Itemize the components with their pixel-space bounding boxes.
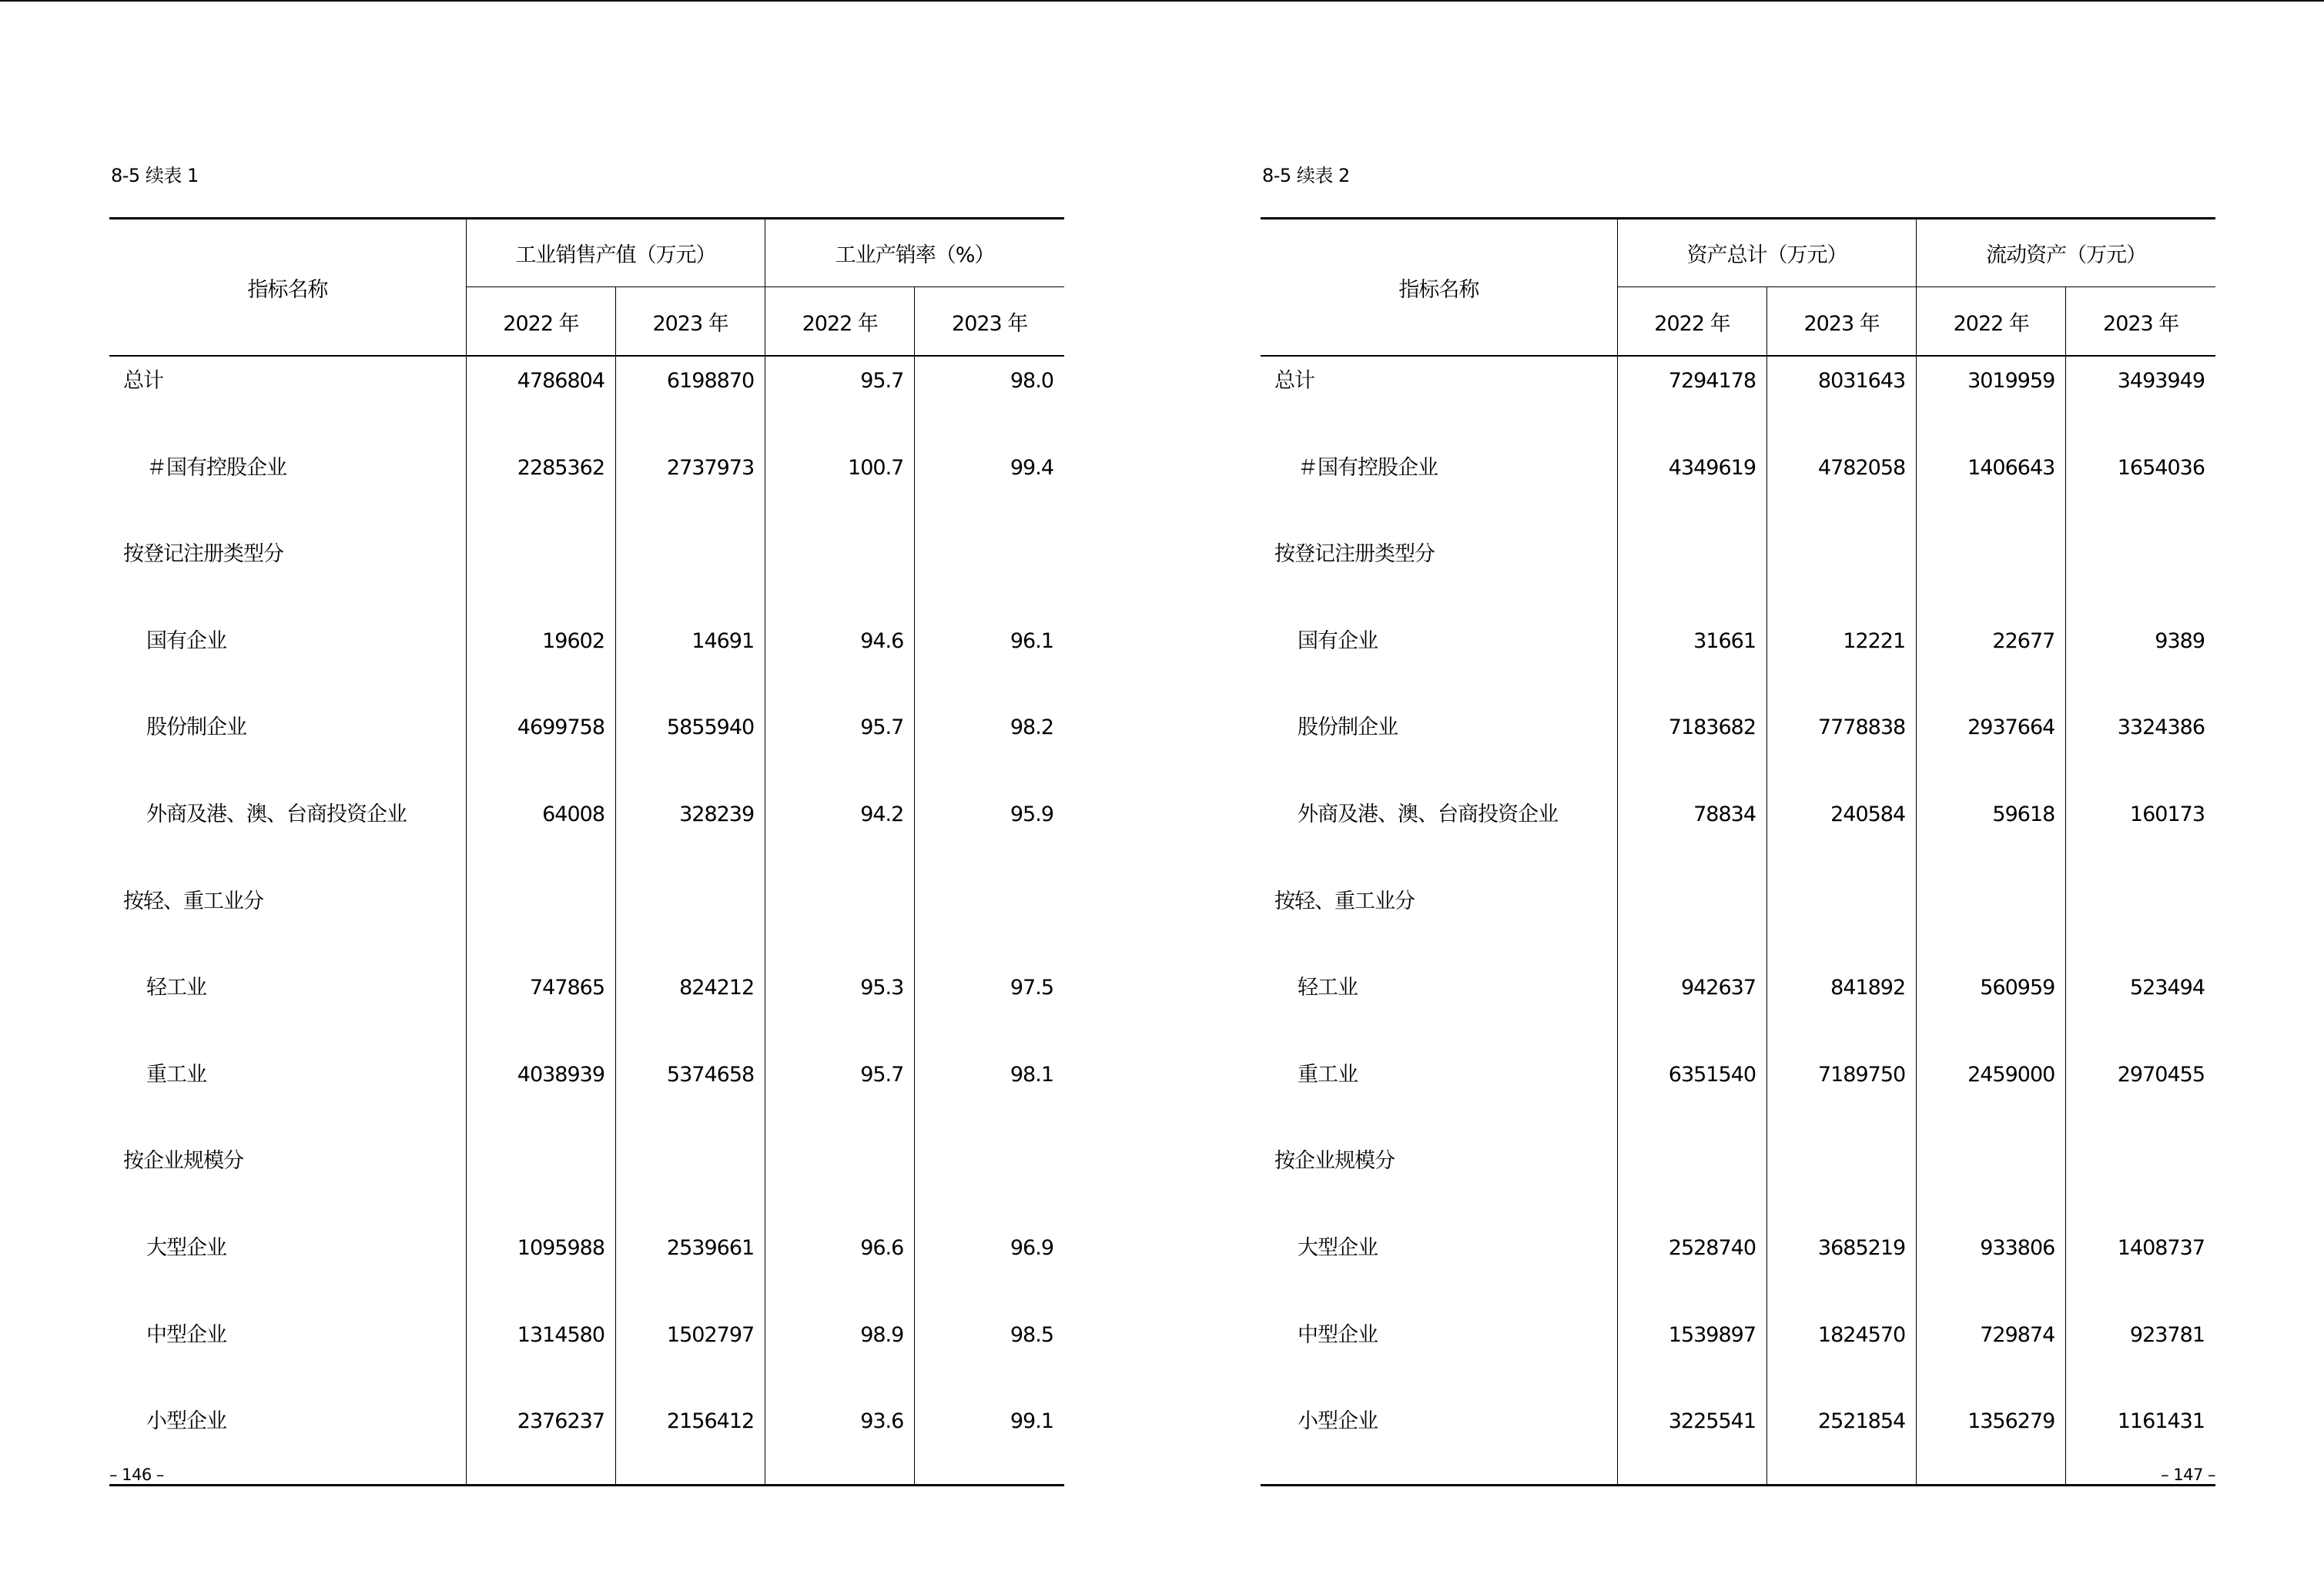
row-label: 小型企业 bbox=[1261, 1397, 1617, 1485]
data-cell: 1654036 bbox=[2066, 444, 2215, 531]
data-cell: 4349619 bbox=[1617, 444, 1766, 531]
row-label: 大型企业 bbox=[1298, 1235, 1378, 1260]
row-label: 大型企业 bbox=[146, 1235, 226, 1260]
data-cell: 9389 bbox=[2066, 617, 2215, 704]
row-label: 总计 bbox=[1274, 369, 1314, 393]
data-cell: 1539897 bbox=[1617, 1311, 1766, 1398]
data-cell: 3225541 bbox=[1617, 1397, 1766, 1485]
year-header: 2023 年 bbox=[616, 287, 765, 357]
row-label: 按企业规模分 bbox=[1274, 1149, 1395, 1174]
data-cell: 95.7 bbox=[765, 1050, 915, 1137]
data-cell: 1161431 bbox=[2066, 1397, 2215, 1485]
data-cell: 7189750 bbox=[1767, 1050, 1917, 1137]
data-cell: 4782058 bbox=[1767, 444, 1917, 531]
data-cell bbox=[1917, 530, 2066, 617]
data-cell: 93.6 bbox=[765, 1397, 915, 1485]
data-cell: 2459000 bbox=[1917, 1050, 2066, 1137]
data-cell: 95.3 bbox=[765, 963, 915, 1050]
statistics-table bbox=[109, 217, 1064, 1486]
data-cell bbox=[616, 530, 765, 617]
row-label: ＃国有控股企业 bbox=[146, 455, 286, 480]
table-row bbox=[1261, 444, 2215, 531]
table-row bbox=[1261, 1311, 2215, 1398]
group-header: 工业产销率（%） bbox=[765, 219, 1064, 287]
table-row bbox=[109, 790, 1064, 877]
data-cell: 22677 bbox=[1917, 617, 2066, 704]
data-cell: 2285362 bbox=[466, 444, 615, 531]
data-cell: 841892 bbox=[1767, 963, 1917, 1050]
data-cell: 96.1 bbox=[915, 617, 1064, 704]
year-header: 2023 年 bbox=[2066, 287, 2215, 357]
data-cell bbox=[1917, 1137, 2066, 1224]
table-row bbox=[109, 1224, 1064, 1311]
row-label: ＃国有控股企业 bbox=[1298, 455, 1438, 480]
indicator-name-header: 指标名称 bbox=[109, 219, 466, 357]
data-cell: 942637 bbox=[1617, 963, 1766, 1050]
row-label: 按轻、重工业分 bbox=[123, 889, 263, 913]
row-label: 轻工业 bbox=[146, 976, 206, 1000]
data-cell bbox=[765, 530, 915, 617]
data-cell: 933806 bbox=[1917, 1224, 2066, 1311]
year-header: 2023 年 bbox=[915, 287, 1064, 357]
data-cell: 95.9 bbox=[915, 790, 1064, 877]
row-label: 中型企业 bbox=[146, 1322, 226, 1347]
data-cell: 1095988 bbox=[466, 1224, 615, 1311]
data-cell: 97.5 bbox=[915, 963, 1064, 1050]
page-number: – 146 – bbox=[109, 1466, 164, 1484]
data-cell: 1406643 bbox=[1917, 444, 2066, 531]
top-border-line bbox=[0, 0, 2324, 2]
data-cell bbox=[466, 530, 615, 617]
table-caption: 8-5 续表 1 bbox=[111, 165, 199, 186]
data-cell: 2156412 bbox=[616, 1397, 765, 1485]
data-cell: 2937664 bbox=[1917, 703, 2066, 790]
data-cell: 923781 bbox=[2066, 1311, 2215, 1398]
data-cell bbox=[915, 1137, 1064, 1224]
group-header: 工业销售产值（万元） bbox=[466, 219, 765, 287]
data-cell: 2539661 bbox=[616, 1224, 765, 1311]
data-cell: 94.2 bbox=[765, 790, 915, 877]
table-row bbox=[109, 530, 1064, 617]
data-cell: 78834 bbox=[1617, 790, 1766, 877]
row-label: 按登记注册类型分 bbox=[123, 542, 283, 567]
row-label: 总计 bbox=[123, 369, 163, 393]
table-row bbox=[109, 356, 1064, 444]
table-row bbox=[1261, 1050, 2215, 1137]
year-header: 2023 年 bbox=[1767, 287, 1917, 357]
data-cell bbox=[1917, 877, 2066, 964]
data-cell bbox=[466, 877, 615, 964]
data-cell: 1408737 bbox=[2066, 1224, 2215, 1311]
row-label: 重工业 bbox=[146, 1062, 206, 1087]
data-cell bbox=[1617, 877, 1766, 964]
statistics-table bbox=[1261, 217, 2215, 1486]
data-cell: 12221 bbox=[1767, 617, 1917, 704]
data-cell: 523494 bbox=[2066, 963, 2215, 1050]
data-cell: 19602 bbox=[466, 617, 615, 704]
data-cell bbox=[616, 877, 765, 964]
table-row bbox=[109, 444, 1064, 531]
year-header: 2022 年 bbox=[466, 287, 615, 357]
table-row bbox=[1261, 963, 2215, 1050]
row-label: 外商及港、澳、台商投资企业 bbox=[146, 802, 407, 826]
data-cell: 98.0 bbox=[915, 356, 1064, 444]
table-row bbox=[1261, 790, 2215, 877]
data-cell bbox=[616, 1137, 765, 1224]
page-number: – 147 – bbox=[2161, 1466, 2215, 1484]
data-cell: 8031643 bbox=[1767, 356, 1917, 444]
data-cell bbox=[1767, 877, 1917, 964]
table-row bbox=[109, 703, 1064, 790]
row-label: 国有企业 bbox=[1298, 628, 1378, 653]
data-cell: 2970455 bbox=[2066, 1050, 2215, 1137]
table-row bbox=[109, 1050, 1064, 1137]
year-header: 2022 年 bbox=[1917, 287, 2066, 357]
data-cell: 328239 bbox=[616, 790, 765, 877]
data-cell: 729874 bbox=[1917, 1311, 2066, 1398]
data-cell: 96.9 bbox=[915, 1224, 1064, 1311]
row-label: 小型企业 bbox=[109, 1397, 466, 1485]
data-cell: 14691 bbox=[616, 617, 765, 704]
data-cell bbox=[1617, 530, 1766, 617]
table-row bbox=[1261, 1397, 2215, 1485]
data-cell: 824212 bbox=[616, 963, 765, 1050]
table-row bbox=[109, 617, 1064, 704]
data-cell: 4699758 bbox=[466, 703, 615, 790]
data-cell: 240584 bbox=[1767, 790, 1917, 877]
data-cell: 2521854 bbox=[1767, 1397, 1917, 1485]
data-cell: 3685219 bbox=[1767, 1224, 1917, 1311]
data-cell bbox=[765, 1137, 915, 1224]
row-label: 按轻、重工业分 bbox=[1274, 889, 1415, 913]
data-cell: 747865 bbox=[466, 963, 615, 1050]
table-row bbox=[109, 963, 1064, 1050]
table-row bbox=[1261, 1137, 2215, 1224]
data-cell: 98.1 bbox=[915, 1050, 1064, 1137]
data-cell: 4786804 bbox=[466, 356, 615, 444]
row-label: 按企业规模分 bbox=[123, 1149, 243, 1174]
table-row bbox=[1261, 617, 2215, 704]
data-cell: 560959 bbox=[1917, 963, 2066, 1050]
table-row bbox=[1261, 530, 2215, 617]
row-label: 按登记注册类型分 bbox=[1274, 542, 1435, 567]
data-cell: 160173 bbox=[2066, 790, 2215, 877]
table-row bbox=[1261, 703, 2215, 790]
table-row bbox=[109, 1311, 1064, 1398]
row-label: 中型企业 bbox=[1298, 1322, 1378, 1347]
table-row bbox=[1261, 1224, 2215, 1311]
data-cell bbox=[1767, 1137, 1917, 1224]
year-header: 2022 年 bbox=[1617, 287, 1766, 357]
data-cell bbox=[915, 530, 1064, 617]
row-label: 外商及港、澳、台商投资企业 bbox=[1298, 802, 1558, 826]
data-cell: 2528740 bbox=[1617, 1224, 1766, 1311]
data-cell: 99.4 bbox=[915, 444, 1064, 531]
data-cell: 3493949 bbox=[2066, 356, 2215, 444]
data-cell: 7183682 bbox=[1617, 703, 1766, 790]
data-cell: 59618 bbox=[1917, 790, 2066, 877]
data-cell: 6351540 bbox=[1617, 1050, 1766, 1137]
data-cell: 2737973 bbox=[616, 444, 765, 531]
data-cell bbox=[765, 877, 915, 964]
data-cell: 6198870 bbox=[616, 356, 765, 444]
data-cell: 1314580 bbox=[466, 1311, 615, 1398]
data-cell bbox=[2066, 877, 2215, 964]
row-label: 国有企业 bbox=[146, 628, 226, 653]
table-row bbox=[1261, 877, 2215, 964]
data-cell: 99.1 bbox=[915, 1397, 1064, 1485]
data-cell: 100.7 bbox=[765, 444, 915, 531]
data-cell bbox=[2066, 530, 2215, 617]
row-label: 股份制企业 bbox=[1298, 715, 1398, 740]
data-cell: 98.9 bbox=[765, 1311, 915, 1398]
row-label: 轻工业 bbox=[1298, 976, 1358, 1000]
data-cell bbox=[915, 877, 1064, 964]
data-cell: 64008 bbox=[466, 790, 615, 877]
data-cell: 4038939 bbox=[466, 1050, 615, 1137]
table-row bbox=[1261, 356, 2215, 444]
data-cell: 2376237 bbox=[466, 1397, 615, 1485]
indicator-name-header: 指标名称 bbox=[1261, 219, 1617, 357]
row-label: 股份制企业 bbox=[146, 715, 246, 740]
group-header: 资产总计（万元） bbox=[1617, 219, 1916, 287]
year-header: 2022 年 bbox=[765, 287, 915, 357]
data-cell: 7778838 bbox=[1767, 703, 1917, 790]
data-cell: 1356279 bbox=[1917, 1397, 2066, 1485]
data-cell: 7294178 bbox=[1617, 356, 1766, 444]
data-cell: 98.2 bbox=[915, 703, 1064, 790]
data-cell: 1502797 bbox=[616, 1311, 765, 1398]
data-cell: 31661 bbox=[1617, 617, 1766, 704]
data-cell bbox=[1767, 530, 1917, 617]
data-cell: 95.7 bbox=[765, 703, 915, 790]
table-row bbox=[109, 1397, 1064, 1485]
table-caption: 8-5 续表 2 bbox=[1262, 165, 1350, 186]
data-cell: 1824570 bbox=[1767, 1311, 1917, 1398]
data-cell: 5374658 bbox=[616, 1050, 765, 1137]
data-cell: 96.6 bbox=[765, 1224, 915, 1311]
table-row bbox=[109, 877, 1064, 964]
data-cell bbox=[1617, 1137, 1766, 1224]
table-row bbox=[109, 1137, 1064, 1224]
data-cell: 5855940 bbox=[616, 703, 765, 790]
data-cell: 94.6 bbox=[765, 617, 915, 704]
group-header: 流动资产（万元） bbox=[1917, 219, 2215, 287]
data-cell: 98.5 bbox=[915, 1311, 1064, 1398]
row-label: 重工业 bbox=[1298, 1062, 1358, 1087]
data-cell bbox=[2066, 1137, 2215, 1224]
data-cell: 95.7 bbox=[765, 356, 915, 444]
data-cell: 3019959 bbox=[1917, 356, 2066, 444]
data-cell: 3324386 bbox=[2066, 703, 2215, 790]
data-cell bbox=[466, 1137, 615, 1224]
